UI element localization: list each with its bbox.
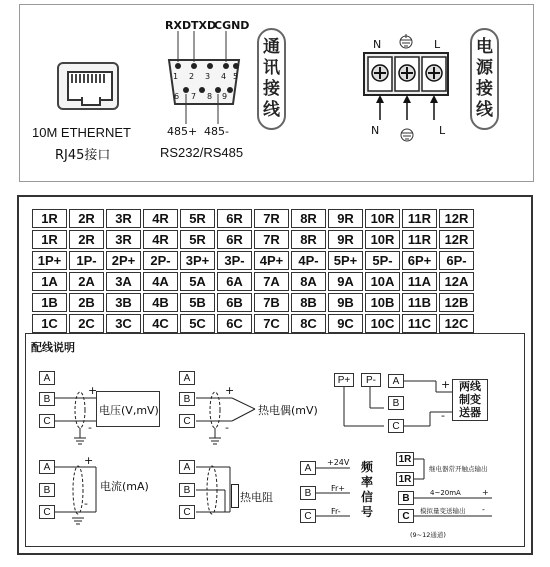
rtd-terminal-c: C: [179, 505, 195, 519]
voltage-minus: -: [88, 421, 92, 434]
tx-terminal-a: A: [388, 374, 404, 388]
pin-7: 7: [191, 92, 197, 101]
rxd-label: RXD: [165, 19, 192, 32]
terminal-cell: 5R: [180, 209, 215, 228]
power-l-bottom: L: [439, 124, 446, 137]
analog-range: 4~20mA: [430, 489, 461, 497]
terminal-cell: 12B: [439, 293, 474, 312]
freq-terminal-b: B: [300, 486, 316, 500]
terminal-cell: 9R: [328, 230, 363, 249]
analog-minus: -: [482, 505, 485, 514]
terminal-cell: 8B: [291, 293, 326, 312]
pin-9: 9: [222, 92, 228, 101]
rtd-terminal-a: A: [179, 460, 195, 474]
freq-fr-minus: Fr-: [331, 507, 341, 516]
power-l-top: L: [434, 38, 441, 51]
current-label: 电流(mA): [100, 480, 149, 493]
terminal-cell: 11B: [402, 293, 437, 312]
terminal-cell: 7R: [254, 230, 289, 249]
terminal-cell: 5P-: [365, 251, 400, 270]
terminal-cell: 4R: [143, 230, 178, 249]
terminal-cell: 5A: [180, 272, 215, 291]
terminal-cell: 9A: [328, 272, 363, 291]
pin-4: 4: [221, 72, 227, 81]
voltage-terminal-c: C: [39, 414, 55, 428]
terminal-cell: 3P-: [217, 251, 252, 270]
terminal-cell: 3R: [106, 209, 141, 228]
terminal-cell: 12R: [439, 209, 474, 228]
terminal-cell: 3R: [106, 230, 141, 249]
terminal-cell: 11A: [402, 272, 437, 291]
rs485-minus-label: 485-: [204, 125, 229, 138]
terminal-cell: 8R: [291, 209, 326, 228]
terminal-cell: 6A: [217, 272, 252, 291]
freq-fr-plus: Fr+: [331, 484, 346, 493]
terminal-cell: 2B: [69, 293, 104, 312]
terminal-cell: 9R: [328, 209, 363, 228]
wiring-title: 配线说明: [31, 341, 75, 354]
terminal-cell: 4R: [143, 209, 178, 228]
terminal-cell: 1P-: [69, 251, 104, 270]
tx-terminal-b: B: [388, 396, 404, 410]
terminal-cell: 2R: [69, 209, 104, 228]
terminal-cell: 8A: [291, 272, 326, 291]
tc-terminal-a: A: [179, 371, 195, 385]
rtd-terminal-b: B: [179, 483, 195, 497]
terminal-cell: 1R: [32, 209, 67, 228]
terminal-cell: 12A: [439, 272, 474, 291]
current-plus: +: [84, 454, 94, 467]
tx-plus: +: [441, 378, 451, 391]
terminal-cell: 1P+: [32, 251, 67, 270]
freq-terminal-c: C: [300, 509, 316, 523]
terminal-cell: 7C: [254, 314, 289, 333]
power-oval-char: 电: [476, 37, 493, 57]
power-oval-char: 源: [476, 58, 493, 78]
tc-terminal-c: C: [179, 414, 195, 428]
terminal-cell: 6C: [217, 314, 252, 333]
terminal-cell: 12C: [439, 314, 474, 333]
terminal-cell: 6R: [217, 209, 252, 228]
txd-label: TXD: [191, 19, 217, 32]
analog-channel: (9~12通道): [410, 531, 446, 539]
terminal-cell: 4A: [143, 272, 178, 291]
current-minus: -: [84, 497, 88, 510]
terminal-cell: 5P+: [328, 251, 363, 270]
power-n-bottom: N: [371, 124, 380, 137]
pin-2: 2: [189, 72, 195, 81]
tc-terminal-b: B: [179, 392, 195, 406]
rtd-resistor: [231, 484, 239, 508]
voltage-terminal-a: A: [39, 371, 55, 385]
analog-note: 模拟量变送输出: [420, 507, 466, 515]
terminal-cell: 8C: [291, 314, 326, 333]
terminal-cell: 11R: [402, 209, 437, 228]
terminal-cell: 12R: [439, 230, 474, 249]
p-minus-terminal: P-: [361, 373, 381, 387]
current-terminal-c: C: [39, 505, 55, 519]
pin-8: 8: [207, 92, 213, 101]
comm-oval-char: 通: [263, 37, 280, 57]
voltage-label: 电压(V,mV): [99, 404, 159, 417]
terminal-cell: 7R: [254, 209, 289, 228]
tx-minus: -: [441, 409, 445, 422]
terminal-cell: 10C: [365, 314, 400, 333]
thermocouple-label: 热电偶(mV): [258, 404, 318, 417]
terminal-cell: 3B: [106, 293, 141, 312]
cgnd-label: CGND: [214, 19, 250, 32]
voltage-terminal-b: B: [39, 392, 55, 406]
terminal-cell: 4P+: [254, 251, 289, 270]
tc-minus: -: [225, 421, 229, 434]
terminal-cell: 6P-: [439, 251, 474, 270]
rj45-label: RJ45接口: [55, 148, 111, 163]
terminal-cell: 4C: [143, 314, 178, 333]
analog-terminal-c: C: [398, 509, 414, 523]
terminal-cell: 1B: [32, 293, 67, 312]
rs485-plus-label: 485+: [167, 125, 198, 138]
pin-5: 5: [233, 72, 239, 81]
pin-6: 6: [174, 92, 180, 101]
serial-label: RS232/RS485: [160, 145, 244, 160]
freq-label: [360, 460, 374, 520]
terminal-cell: 10B: [365, 293, 400, 312]
tx-terminal-c: C: [388, 419, 404, 433]
terminal-cell: 11C: [402, 314, 437, 333]
comm-oval-char: 接: [263, 79, 280, 99]
freq-char: 率: [360, 475, 373, 489]
terminal-cell: 5B: [180, 293, 215, 312]
terminal-cell: 2P+: [106, 251, 141, 270]
terminal-cell: 3A: [106, 272, 141, 291]
terminal-cell: 7B: [254, 293, 289, 312]
freq-terminal-a: A: [300, 461, 316, 475]
comm-oval-char: 线: [263, 100, 280, 120]
terminal-cell: 7A: [254, 272, 289, 291]
relay-terminal-2: 1R: [396, 472, 414, 486]
current-terminal-b: B: [39, 483, 55, 497]
terminal-cell: 10R: [365, 209, 400, 228]
freq-char: 信: [360, 490, 373, 504]
rtd-label: 热电阻: [240, 491, 273, 504]
analog-plus: +: [482, 488, 489, 497]
terminal-cell: 6P+: [402, 251, 437, 270]
analog-terminal-b: B: [398, 491, 414, 505]
tc-plus: +: [225, 384, 235, 397]
terminal-cell: 6B: [217, 293, 252, 312]
pin-1: 1: [173, 72, 179, 81]
terminal-cell: 3C: [106, 314, 141, 333]
ethernet-label: 10M ETHERNET: [32, 125, 131, 140]
voltage-plus: +: [88, 384, 98, 397]
terminal-cell: 9B: [328, 293, 363, 312]
terminal-cell: 1R: [32, 230, 67, 249]
p-plus-terminal: P+: [334, 373, 354, 387]
terminal-cell: 2P-: [143, 251, 178, 270]
terminal-cell: 4B: [143, 293, 178, 312]
terminal-cell: 10R: [365, 230, 400, 249]
comm-oval-char: 讯: [263, 58, 280, 78]
terminal-cell: 5R: [180, 230, 215, 249]
terminal-cell: 11R: [402, 230, 437, 249]
pin-3: 3: [205, 72, 211, 81]
terminal-cell: 1C: [32, 314, 67, 333]
terminal-cell: 8R: [291, 230, 326, 249]
current-terminal-a: A: [39, 460, 55, 474]
power-oval-char: 接: [476, 79, 493, 99]
terminal-cell: 10A: [365, 272, 400, 291]
terminal-cell: 5C: [180, 314, 215, 333]
terminal-cell: 2A: [69, 272, 104, 291]
terminal-cell: 3P+: [180, 251, 215, 270]
terminal-cell: 9C: [328, 314, 363, 333]
terminal-cell: 4P-: [291, 251, 326, 270]
relay-note: 继电器常开触点输出: [429, 465, 488, 473]
freq-24v: +24V: [327, 458, 350, 467]
power-n-top: N: [373, 38, 382, 51]
terminal-cell: 2C: [69, 314, 104, 333]
terminal-cell: 2R: [69, 230, 104, 249]
relay-terminal-1: 1R: [396, 452, 414, 466]
transmitter-box: 两线制变送器: [452, 379, 488, 421]
terminal-cell: 6R: [217, 230, 252, 249]
power-oval-char: 线: [476, 100, 493, 120]
freq-char: 频: [360, 460, 373, 474]
freq-char: 号: [360, 505, 373, 519]
terminal-cell: 1A: [32, 272, 67, 291]
